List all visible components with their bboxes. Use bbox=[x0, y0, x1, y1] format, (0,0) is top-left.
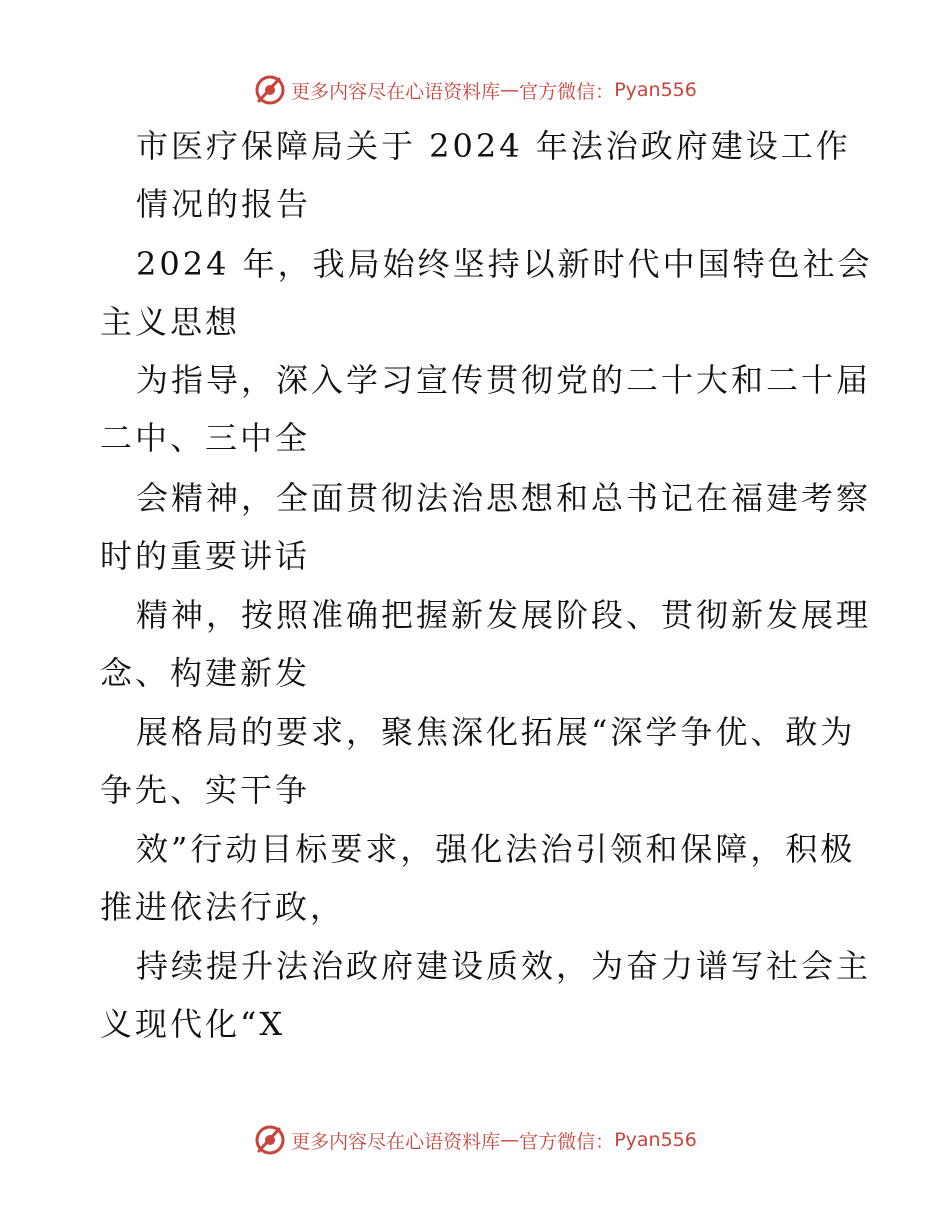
body-line: 效”行动目标要求，强化法治引领和保障，积极 bbox=[136, 830, 856, 868]
watermark-wechat-label: 官方微信： bbox=[519, 1130, 615, 1153]
logo-icon bbox=[253, 1123, 287, 1157]
watermark-banner-bottom bbox=[0, 1120, 950, 1160]
body-line: 争先、实干争 bbox=[100, 771, 311, 809]
body-line: 义现代化“X bbox=[100, 1005, 286, 1043]
watermark-wechat-label: 官方微信： bbox=[519, 80, 615, 103]
body-line: 念、构建新发 bbox=[100, 654, 311, 692]
body-line: 精神，按照准确把握新发展阶段、贯彻新发展理 bbox=[136, 596, 872, 634]
title-line-1: 市医疗保障局关于 2024 年法治政府建设工作 bbox=[136, 127, 851, 165]
watermark-separator: — bbox=[500, 79, 520, 101]
watermark-separator: — bbox=[500, 1129, 520, 1151]
title-line-2: 情况的报告 bbox=[136, 185, 312, 223]
watermark-site-text: 更多内容尽在心语资料库 bbox=[291, 1130, 501, 1153]
body-line: 展格局的要求，聚焦深化拓展“深学争优、敢为 bbox=[136, 713, 856, 751]
watermark-site-text: 更多内容尽在心语资料库 bbox=[291, 80, 501, 103]
body-line: 二中、三中全 bbox=[100, 419, 311, 457]
body-line: 主义思想 bbox=[100, 303, 241, 341]
watermark-wechat-id: Pyan556 bbox=[614, 1129, 697, 1151]
body-line: 2024 年，我局始终坚持以新时代中国特色社会 bbox=[136, 245, 873, 283]
body-line: 为指导，深入学习宣传贯彻党的二十大和二十届 bbox=[136, 361, 872, 399]
body-line: 持续提升法治政府建设质效，为奋力谱写社会主 bbox=[136, 947, 872, 985]
body-line: 时的重要讲话 bbox=[100, 537, 311, 575]
body-line: 推进依法行政， bbox=[100, 888, 346, 926]
body-line: 会精神，全面贯彻法治思想和总书记在福建考察 bbox=[136, 479, 872, 517]
watermark-wechat-id: Pyan556 bbox=[614, 79, 697, 101]
